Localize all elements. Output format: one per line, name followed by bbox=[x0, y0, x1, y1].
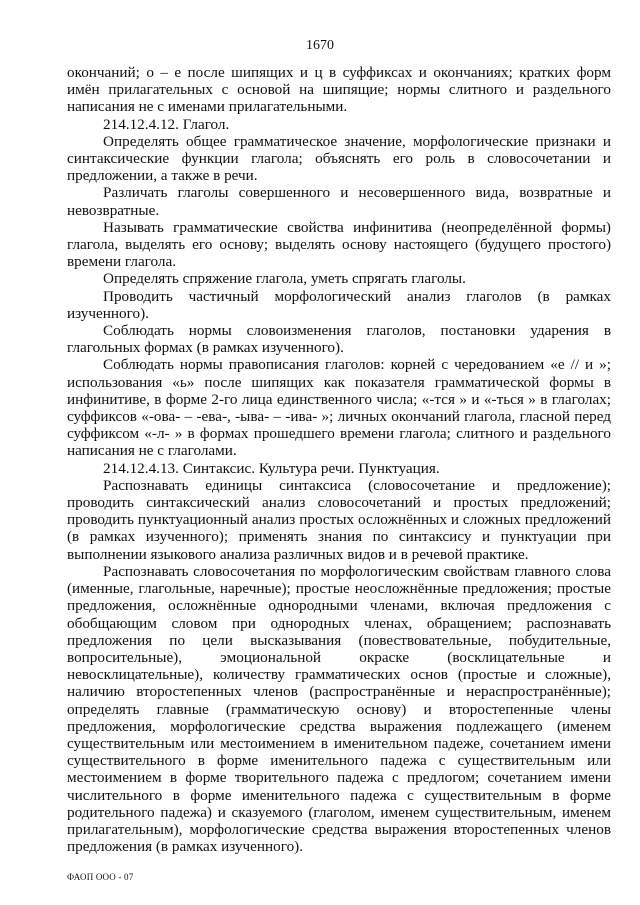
paragraph: Определять спряжение глагола, уметь спрягать глаголы. bbox=[103, 270, 466, 288]
paragraph: Называть грамматические свойства инфинитива (неопределённой формы) глагола, выделять его основу; выделять основу настоящего (будущего простого) времени глагола. bbox=[67, 218, 611, 271]
document-footer: ФАОП ООО - 07 bbox=[67, 872, 134, 882]
page-number: 1670 bbox=[306, 38, 334, 53]
document-body bbox=[67, 64, 611, 855]
paragraph: Соблюдать нормы словоизменения глаголов, постановки ударения в глагольных формах (в рамках изученного). bbox=[67, 322, 611, 357]
paragraph: Распознавать словосочетания по морфологическим свойствам главного слова (именные, глагольные, наречные); простые неосложнённые предложения; простые предложения, осложнённые однородными членами, включая предложения с обобщающим словом при однородных членах, обращением; распознавать предложения по цели высказывания (повествовательные, побудительные, вопросительные), эмоциональной окраске (восклицательные и невосклицательные), количеству грамматических основ (простые и сложные), наличию второстепенных членов (распространённые и нераспространённые); определять главные (грамматическую основу) и второстепенные члены предложения, морфологические средства выражения подлежащего (именем существительным или местоимением в именительном падеже, сочетанием имени существительного в форме именительного падежа с существительным или местоимением в форме творительного падежа с предлогом; сочетанием имени числительного в форме именительного падежа с существительным в форме родительного падежа) и сказуемого (глаголом, именем существительным, именем прилагательным), морфологические средства выражения второстепенных членов предложения (в рамках изученного). bbox=[67, 562, 611, 856]
paragraph: Проводить частичный морфологический анализ глаголов (в рамках изученного). bbox=[67, 287, 611, 322]
paragraph: Определять общее грамматическое значение, морфологические признаки и синтаксические функции глагола; объяснять его роль в словосочетании и предложении, а также в речи. bbox=[67, 132, 611, 185]
section-heading: 214.12.4.12. Глагол. bbox=[103, 115, 230, 133]
paragraph: Распознавать единицы синтаксиса (словосочетание и предложение); проводить синтаксический анализ словосочетаний и простых предложений; проводить пунктуационный анализ простых осложнённых и сложных предложений (в рамках изученного); применять знания по синтаксису и пунктуации при выполнении языкового анализа различных видов и в речевой практике. bbox=[67, 476, 611, 563]
paragraph: Соблюдать нормы правописания глаголов: корней с чередованием «е // и »; использования «ь» после шипящих как показателя грамматической формы в инфинитиве, в форме 2-го лица единственного числа; «-тся » и «-ться » в глаголах; суффиксов «-ова- – -ева-, -ыва- – -ива- »; личных окончаний глагола, гласной перед суффиксом «-л- » в формах прошедшего времени глагола; слитного и раздельного написания не с глаголами. bbox=[67, 356, 611, 460]
section-heading: 214.12.4.13. Синтаксис. Культура речи. Пунктуация. bbox=[103, 459, 440, 477]
paragraph: Различать глаголы совершенного и несовершенного вида, возвратные и невозвратные. bbox=[67, 184, 611, 219]
paragraph: окончаний; о – е после шипящих и ц в суффиксах и окончаниях; кратких форм имён прилагательных с основой на шипящие; нормы слитного и раздельного написания не с именами прилагательными. bbox=[67, 64, 611, 116]
